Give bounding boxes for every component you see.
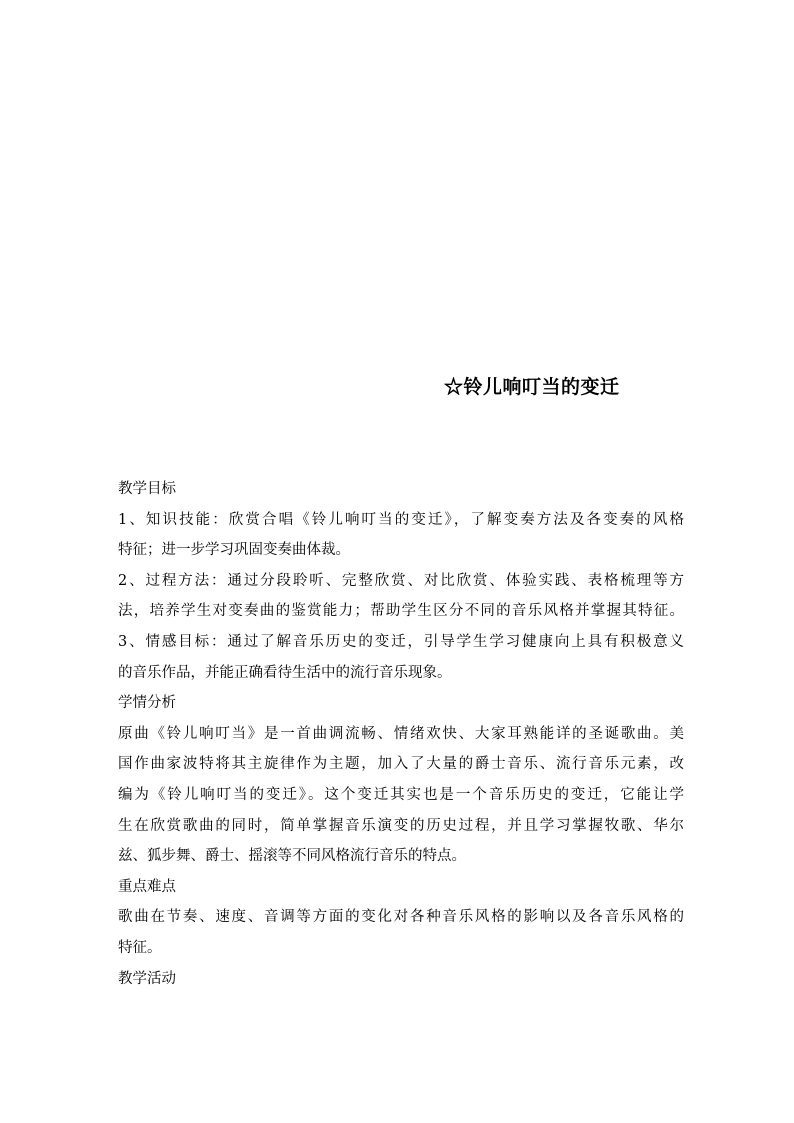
paragraph-line: 生在欣赏歌曲的同时，简单掌握音乐演变的历史过程，并且学习掌握牧歌、华尔 — [118, 817, 684, 834]
paragraph-line: 特征；进一步学习巩固变奏曲体裁。 — [118, 542, 350, 559]
paragraph-line: 1、知识技能：欣赏合唱《铃儿响叮当的变迁》，了解变奏方法及各变奏的风格 — [118, 511, 684, 528]
paragraph-line: 国作曲家波特将其主旋律作为主题，加入了大量的爵士音乐、流行音乐元素，改 — [118, 756, 684, 773]
heading-teaching-goals: 教学目标 — [118, 481, 176, 497]
paragraph-line: 特征。 — [118, 939, 162, 956]
paragraph-line: 原曲《铃儿响叮当》是一首曲调流畅、情绪欢快、大家耳熟能详的圣诞歌曲。美 — [118, 725, 684, 742]
paragraph-line: 歌曲在节奏、速度、音调等方面的变化对各种音乐风格的影响以及各音乐风格的 — [118, 909, 684, 926]
paragraph-line: 法，培养学生对变奏曲的鉴赏能力；帮助学生区分不同的音乐风格并掌握其特征。 — [118, 603, 684, 620]
heading-key-points: 重点难点 — [118, 878, 176, 895]
heading-teaching-activities: 教学活动 — [118, 970, 176, 987]
document-title: ☆铃儿响叮当的变迁 — [444, 376, 620, 398]
paragraph-line: 兹、狐步舞、爵士、摇滚等不同风格流行音乐的特点。 — [118, 848, 466, 865]
paragraph-line: 2、过程方法：通过分段聆听、完整欣赏、对比欣赏、体验实践、表格梳理等方 — [118, 572, 684, 589]
paragraph-line: 3、情感目标：通过了解音乐历史的变迁，引导学生学习健康向上具有积极意义 — [118, 633, 684, 650]
heading-learner-analysis: 学情分析 — [118, 695, 176, 712]
paragraph-line: 的音乐作品，并能正确看待生活中的流行音乐现象。 — [118, 664, 452, 681]
document-body — [118, 474, 684, 994]
paragraph-line: 编为《铃儿响叮当的变迁》。这个变迁其实也是一个音乐历史的变迁，它能让学 — [118, 786, 684, 803]
